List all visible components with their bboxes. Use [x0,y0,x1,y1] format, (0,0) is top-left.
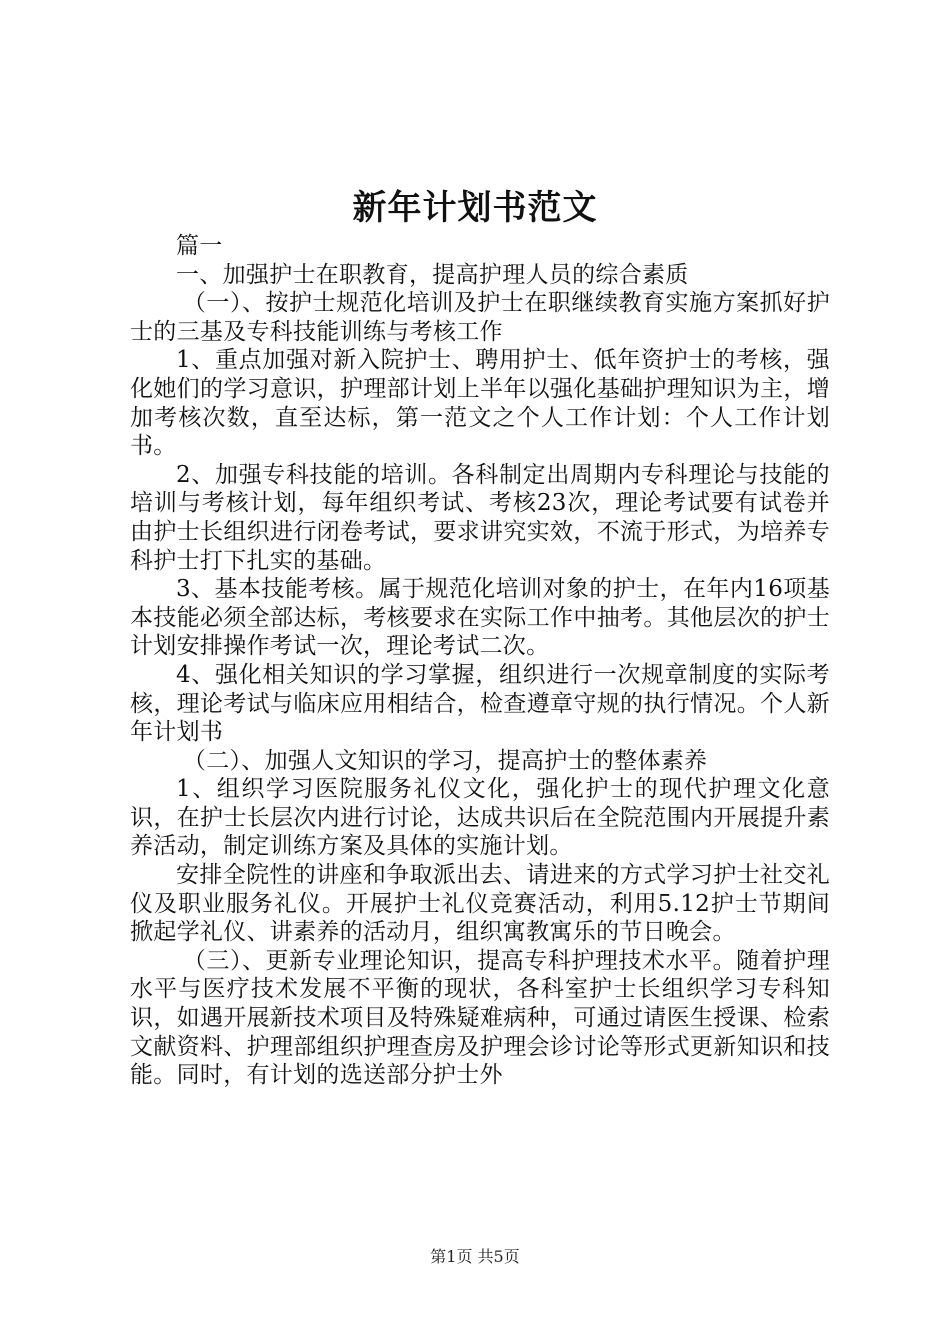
document-title: 新年计划书范文 [352,188,598,228]
paragraph-item-1: 1、重点加强对新入院护士、聘用护士、低年资护士的考核，强化她们的学习意识，护理部计划上半年以强化基础护理知识为主，增加考核次数，直至达标，第一范文之个人工作计划：个人工作计划书。 [130,347,830,460]
paragraph-item-2: 2、加强专科技能的培训。各科制定出周期内专科理论与技能的培训与考核计划，每年组织考试、考核23次，理论考试要有试卷并由护士长组织进行闭卷考试，要求讲究实效，不流于形式，为培养专科护士打下扎实的基础。 [130,461,830,574]
paragraph-subheading-2: （二）、加强人文知识的学习，提高护士的整体素养 [182,747,708,774]
page-footer: 第1页 共5页 [430,1247,520,1266]
paragraph-subheading-3: （三）、更新专业理论知识，提高专科护理技术水平。随着护理水平与医疗技术发展不平衡的现状，各科室护士长组织学习专科知识，如遇开展新技术项目及特殊疑难病种，可通过请医生授课、检索文献资料、护理部组织护理查房及护理会诊讨论等形式更新知识和技能。同时，有计划的选送部分护士外 [130,947,830,1089]
paragraph-item-6: 安排全院性的讲座和争取派出去、请进来的方式学习护士社交礼仪及职业服务礼仪。开展护士礼仪竞赛活动，利用5.12护士节期间掀起学礼仪、讲素养的活动月，组织寓教寓乐的节日晚会。 [130,862,830,946]
paragraph-item-3: 3、基本技能考核。属于规范化培训对象的护士，在年内16项基本技能必须全部达标，考核要求在实际工作中抽考。其他层次的护士计划安排操作考试一次，理论考试二次。 [130,576,830,660]
paragraph-section-label: 篇一 [176,233,223,259]
paragraph-subheading-1: （一）、按护士规范化培训及护士在职继续教育实施方案抓好护士的三基及专科技能训练与考核工作 [130,290,830,345]
paragraph-item-4: 4、强化相关知识的学习掌握，组织进行一次规章制度的实际考核，理论考试与临床应用相结合，检查遵章守规的执行情况。个人新年计划书 [130,661,830,746]
document-body [130,232,830,1090]
paragraph-item-5: 1、组织学习医院服务礼仪文化，强化护士的现代护理文化意识，在护士长层次内进行讨论，达成共识后在全院范围内开展提升素养活动，制定训练方案及具体的实施计划。 [130,776,830,860]
paragraph-heading-1: 一、加强护士在职教育，提高护理人员的综合素质 [176,261,689,288]
